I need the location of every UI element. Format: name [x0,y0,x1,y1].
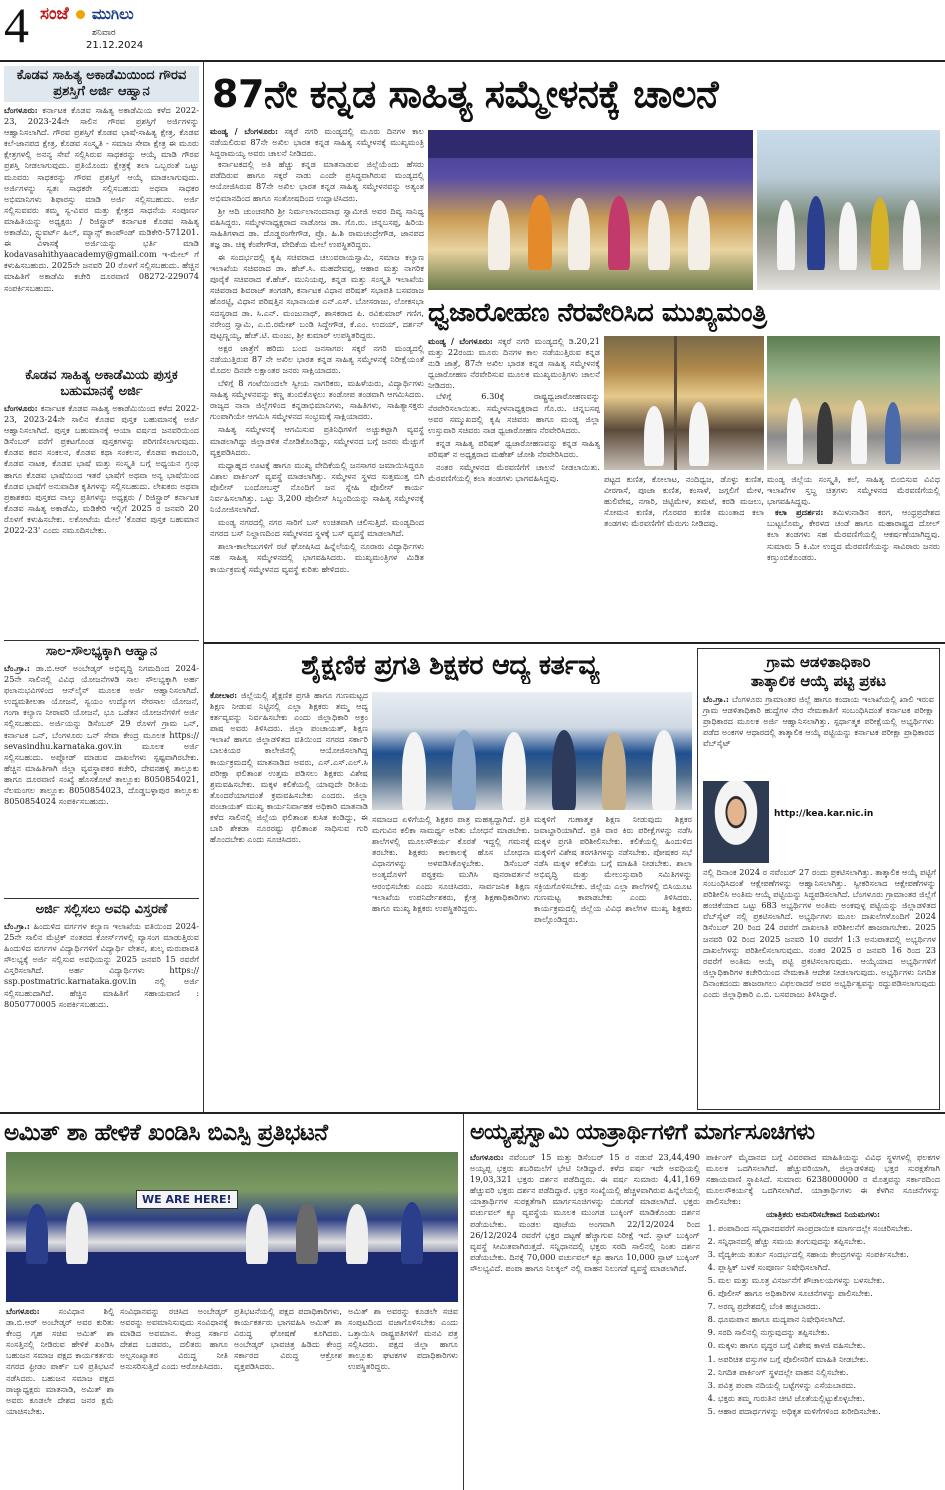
lead-p6: ಬೆಳಿಗ್ಗೆ 8 ಗಂಟೆಯಿಂದಲೇ ಸ್ವೀಯ ನಾಗರಿಕರು, ಮಹಿಳೆಯರು, ವಿದ್ಯಾರ್ಥಿಗಳು ಸಾಹಿತ್ಯ ಸಮ್ಮೇಳನವನ್ನು ಕಣ್ಣ ತುಂಬಿಕೊಳ್ಳಲು ತಂಡೋಪ ತಂಡವಾಗಿ ಆಗಮಿಸಿದರು. ರಾಜ್ಯದ ನಾನಾ ಜಿಲ್ಲೆಗಳಿಂದ ಕನ್ನಡಾಭಿಮಾನಿಗಳು, ಸಾಹಿತಿಗಳು, ಸಾಹಿತ್ಯಾಸಕ್ತರು ಗುಂಪಾಗಿಯೇ ಆಗಮಿಸಿ ಸಮ್ಮೇಳನದ ಸಂಭ್ರಮಕ್ಕೆ ಸಾಕ್ಷಿಯಾದರು. [210,378,424,422]
ayyappa-col2 [706,1152,940,1486]
cm-flag-hoisting-photo [604,336,764,470]
ayyappa-rules-list [706,1223,940,1417]
flag-p3: ಕನ್ನಡ ಸಾಹಿತ್ಯ ಪರಿಷತ್ ಧ್ವಜಾರೋಹಣವನ್ನು ಕನ್ನಡ ಸಾಹಿತ್ಯ ಪರಿಷತ್ ನ ಅಧ್ಯಕ್ಷರಾದ ಮಹೇಶ್ ಜೋಶಿ ನೆರವೇರಿಸಿದರು. [428,437,600,459]
rule-item: 12. ನಿಗದಿತ ಪಾರ್ಕಿಂಗ್ ಸ್ಥಳದಲ್ಲೇ ವಾಹನ ನಿಲ್ಲಿಸಬೇಕು. [718,1367,940,1378]
teachers-col2 [372,814,530,1110]
rule-item: 7. ಅರಣ್ಯ ಪ್ರದೇಶದಲ್ಲಿ ಬೆಂಕಿ ಹಚ್ಚಬಾರದು. [718,1301,940,1312]
kodava-book-headline: ಕೊಡವ ಸಾಹಿತ್ಯ ಅಕಾಡೆಮಿಯ ಪುಸ್ತಕ ಬಹುಮಾನಕ್ಕೆ ಅರ್ಜಿ [25,368,178,399]
lead-p10: ಶಾಲಾ-ಕಾಲೇಜುಗಳಿಗೆ ರಜೆ ಘೋಷಿಸಿದ ಹಿನ್ನೆಲೆಯಲ್ಲಿ ನೂರಾರು ವಿದ್ಯಾರ್ಥಿಗಳು ಸಹ ಸಾಹಿತ್ಯ ಸಮ್ಮೇಳನದಲ್ಲಿ ಭಾಗವಹಿಸಿದರು. ಮುಖ್ಯಮಂತ್ರಿಗಳ ಮಿಡಿತ ಕಾರ್ಯಕ್ರಮಕ್ಕೆ ಸಮ್ಮೇಳನದ ವ್ಯವಸ್ಥೆ ಕುರಿತು ಹೇಳಿದರು. [210,541,424,574]
masthead [0,0,200,58]
rule-item: 2. ಸನ್ನಿಧಾನದಲ್ಲಿ ಹೆಚ್ಚು ಸಮಯ ತಂಗುವುದನ್ನು ತಪ್ಪಿಸಬೇಕು. [718,1236,940,1247]
logo [40,4,190,26]
teachers-col1-text: ಜಿಲ್ಲೆಯಲ್ಲಿ ಶೈಕ್ಷಣಿಕ ಪ್ರಗತಿ ಹಾಗೂ ಗುಣಮಟ್ಟದ ಶಿಕ್ಷಣ ನೀಡುವ ನಿಟ್ಟಿನಲ್ಲಿ ಎಲ್ಲಾ ಶಿಕ್ಷಕರು ತಮ್ಮ ಆದ್ಯ ಕರ್ತವ್ಯವನ್ನು ನಿರ್ವಹಿಸಬೇಕು ಎಂದು ಜಿಲ್ಲಾಧಿಕಾರಿ ಅಕ್ರಂ ಪಾಷ ಅವರು ತಿಳಿಸಿದರು. ಜಿಲ್ಲಾ ಪಂಚಾಯತ್, ಶಿಕ್ಷಣ ಇಲಾಖೆ ಹಾಗೂ ಜಿಲ್ಲಾಡಳಿತದ ವತಿಯಿಂದ ನಗರದ ಸರ್ಕಾರಿ ಬಾಲಕಿಯರ ಕಾಲೇಜಿನಲ್ಲಿ ಆಯೋಜಿಸಲಾಗಿದ್ದ ಕಾರ್ಯಕ್ರಮದಲ್ಲಿ ಮಾತನಾಡಿದ ಅವರು, ಎಸ್.ಎಸ್.ಎಲ್.ಸಿ ಪರೀಕ್ಷಾ ಫಲಿತಾಂಶ ಉತ್ತಮ ಪಡಿಸಲು ಶಿಕ್ಷಕರು ವಿಶೇಷ ಶ್ರಮವಹಿಸಬೇಕು. ಮಕ್ಕಳ ಕಲಿಕೆಯಲ್ಲಿ ಯಾವುದೇ ರೀತಿಯ ತೊಂದರೆಯಾಗದಂತೆ ಕ್ರಮವಹಿಸಬೇಕು ಎಂದರು. ಜಿಲ್ಲಾ ಪಂಚಾಯತ್ ಮುಖ್ಯ ಕಾರ್ಯನಿರ್ವಾಹಕ ಅಧಿಕಾರಿ ಮಾತನಾಡಿ ಕಳೆದ ಸಾಲಿನಲ್ಲಿ ಜಿಲ್ಲೆಯ ಫಲಿತಾಂಶ ಕುಸಿತ ಕಂಡಿದ್ದು, ಈ ಬಾರಿ ಶೇಕಡಾ ನೂರರಷ್ಟು ಫಲಿತಾಂಶ ಸಾಧಿಸುವ ಗುರಿ ಹೊಂದಬೇಕು ಎಂದು ಸೂಚಿಸಿದರು. [210,690,368,845]
village-box [697,648,940,1110]
rule-item: 1. ಪಂಪಾದಿಂದ ಸನ್ನಿಧಾನದವರೆಗೆ ಸಾಂಪ್ರದಾಯಿಕ ಮಾರ್ಗದಲ್ಲೇ ಸಂಚರಿಸಬೇಕು. [718,1223,940,1234]
teachers-col2-text: ಸಮಾಜದ ಏಳಿಗೆಯಲ್ಲಿ ಶಿಕ್ಷಕರ ಪಾತ್ರ ಮಹತ್ವದ್ದಾಗಿದೆ. ಪ್ರತಿ ಮಗುವಿನ ಕಲಿಕಾ ಸಾಮರ್ಥ್ಯ ಅರಿತು ಬೋಧನೆ ಮಾಡಬೇಕು. ಶಾಲೆಗಳಲ್ಲಿ ಮೂಲಸೌಕರ್ಯ ಕೊರತೆ ಇದ್ದಲ್ಲಿ ಗಮನಕ್ಕೆ ತರಬೇಕು. ಶಿಕ್ಷಕರು ಕಾಲಕಾಲಕ್ಕೆ ಹೊಸ ಬೋಧನಾ ವಿಧಾನಗಳನ್ನು ಅಳವಡಿಸಿಕೊಳ್ಳಬೇಕು. ಡಿಸೆಂಬರ್ ಅಂತ್ಯದೊಳಗೆ ಪಠ್ಯಕ್ರಮ ಮುಗಿಸಿ ಪುನರಾವರ್ತನೆ ಆರಂಭಿಸಬೇಕು ಎಂದು ಸೂಚಿಸಿದರು. ಸಾರ್ವಜನಿಕ ಶಿಕ್ಷಣ ಇಲಾಖೆಯ ಉಪನಿರ್ದೇಶಕರು, ಕ್ಷೇತ್ರ ಶಿಕ್ಷಣಾಧಿಕಾರಿಗಳು ಹಾಗೂ ಮುಖ್ಯ ಶಿಕ್ಷಕರು ಉಪಸ್ಥಿತರಿದ್ದರು. [372,814,530,913]
village-dateline: ಬೆಂ.ಗ್ರಾ.: [703,694,729,704]
rule-item: 11. ಅಪರಿಚಿತ ವಸ್ತುಗಳ ಬಗ್ಗೆ ಪೊಲೀಸರಿಗೆ ಮಾಹಿತಿ ನೀಡಬೇಕು. [718,1354,940,1365]
village-text-2: ನಲ್ಲಿ ದಿನಾಂಕ 2024 ರ ನವೆಂಬರ್ 27 ರಂದು ಪ್ರಕಟಿಸಲಾಗಿತ್ತು. ತಾತ್ಕಾಲಿಕ ಆಯ್ಕೆ ಪಟ್ಟಿಗೆ ಸಂಬಂಧಿಸಿದಂತೆ ಆಕ್ಷೇಪಣೆಗಳನ್ನು ಆಹ್ವಾನಿಸಲಾಗಿತ್ತು. ಸ್ವೀಕರಿಸಲಾದ ಆಕ್ಷೇಪಣೆಗಳನ್ನು ಪರಿಶೀಲಿಸಿ ಅಂತಿಮ ಆಯ್ಕೆ ಪಟ್ಟಿಯನ್ನು ಸಿದ್ಧಪಡಿಸಲಾಗಿದೆ. ಬೆಂಗಳೂರು ಗ್ರಾಮಾಂತರ ಜಿಲ್ಲೆಗೆ ಹಂಚಿಕೆಯಾದ ಒಟ್ಟು 683 ಅಭ್ಯರ್ಥಿಗಳ ಅಂತಿಮ ಅಂಕವುಳ್ಳ ಪಟ್ಟಿಯನ್ನು ಜಿಲ್ಲಾಡಳಿತದ ವೆಬ್‌ಸೈಟ್ ನಲ್ಲಿ ಪ್ರಕಟಿಸಲಾಗಿದೆ. ಅಭ್ಯರ್ಥಿಗಳು ಮೂಲ ದಾಖಲೆಗಳೊಂದಿಗೆ 2024 ಡಿಸೆಂಬರ್ 20 ರಿಂದ 24 ರವರೆಗೆ ದಾಖಲಾತಿ ಪರಿಶೀಲನೆಗೆ ಹಾಜರಾಗಬೇಕು. 2025 ಜನವರಿ 02 ರಿಂದ 2025 ಜನವರಿ 10 ರವರೆಗೆ 1:3 ಅನುಪಾತದಲ್ಲಿ ಅಭ್ಯರ್ಥಿಗಳ ದಾಖಲೆಗಳನ್ನು ಪರಿಶೀಲಿಸಲಾಗುವುದು. ನಂತರ 2025 ರ ಜನವರಿ 16 ರಿಂದ 23 ರವರೆಗೆ ಅಂತಿಮ ಆಯ್ಕೆ ಪಟ್ಟಿ ಪ್ರಕಟಿಸಲಾಗುವುದು. ಆಯ್ಕೆಯಾದ ಅಭ್ಯರ್ಥಿಗಳಿಗೆ ಜಿಲ್ಲಾಧಿಕಾರಿಗಳ ಕಚೇರಿಯಿಂದ ನೇಮಕಾತಿ ಆದೇಶ ನೀಡಲಾಗುವುದು. ಅಭ್ಯರ್ಥಿಗಳು ನಿಗದಿತ ದಿನಾಂಕದಂದು ಹಾಜರಾಗಲು ವಿಫಲರಾದರೆ ಅವರ ಅಭ್ಯರ್ಥಿತ್ವವನ್ನು ರದ್ದುಪಡಿಸಲಾಗುವುದು ಎಂದು ಜಿಲ್ಲಾಧಿಕಾರಿ ಎ.ಬಿ. ಬಸವರಾಜು ತಿಳಿಸಿದ್ದಾರೆ. [703,867,936,1000]
rule-item: 15. ಆಹಾರ ಪದಾರ್ಥಗಳನ್ನು ಅಧಿಕೃತ ಮಳಿಗೆಗಳಿಂದ ಖರೀದಿಸಬೇಕು. [718,1406,940,1417]
protest-banner-text: WE ARE HERE! [136,1190,238,1209]
bsp-col1 [6,1306,114,1486]
bsp-col2 [120,1306,228,1486]
loan-headline: ಸಾಲ-ಸೌಲಭ್ಯಕ್ಕಾಗಿ ಆಹ್ವಾನ [4,640,199,660]
lead-p7: ಸಾಹಿತ್ಯ ಸಮ್ಮೇಳನಕ್ಕೆ ಆಗಮಿಸುವ ಪ್ರತಿನಿಧಿಗಳಿಗೆ ಅಚ್ಚುಕಟ್ಟಾಗಿ ವ್ಯವಸ್ಥೆ ಮಾಡಲಾಗಿದ್ದು ಜಿಲ್ಲಾಡಳಿತ ನೋಡಿಕೊಂಡಿದ್ದು, ಸಮ್ಮೇಳನದ ಬಗ್ಗೆ ಜನರು ಮೆಚ್ಚುಗೆ ವ್ಯಕ್ತಪಡಿಸಿದರು. [210,424,424,457]
kodava-award-article [4,66,199,366]
tableau-procession-photo [767,336,940,470]
ayyappa-list-title: ಯಾತ್ರಿಕರು ಅನುಸರಿಸಬೇಕಾದ ನಿಯಮಗಳು: [766,1209,880,1220]
deadline-article [4,898,199,1108]
flag-list [604,474,764,638]
flag-more-text: ತಮಿಳುನಾಡಿನ ಕರಗ, ಆಂಧ್ರಪ್ರದೇಶದ ಬುಟ್ಟಬೊಮ್ಮ, ಕೇರಳದ ಚಂಡೆ ಹಾಗೂ ಮಹಾರಾಷ್ಟ್ರದ ದೋಲ್ ಕಲಾ ತಂಡಗಳು ಸಹ ಮೆರವಣಿಗೆಯಲ್ಲಿ ಆಕರ್ಷಣೆಯಾಗಿದ್ದವು. ಸುಮಾರು 5 ಕಿ.ಮೀ ಉದ್ದದ ಮೆರವಣಿಗೆಯನ್ನು ಸಾವಿರಾರು ಜನರು ಕಣ್ತುಂಬಿಕೊಂಡರು. [767,507,940,562]
bsp-dateline: ಬೆಂಗಳೂರು: [6,1306,40,1316]
ayyappa-dateline: ಬೆಂಗಳೂರು: [470,1152,504,1162]
page-number: 4 [4,0,29,53]
ayyappa-col1-text: ನವೆಂಬರ್ 15 ಮತ್ತು ಡಿಸೆಂಬರ್ 15 ರ ನಡುವೆ 23,44,490 ಅಯ್ಯಪ್ಪ ಭಕ್ತರು ಶಬರಿಮಲೆಗೆ ಭೇಟಿ ನೀಡಿದ್ದಾರೆ. ಕಳೆದ ವರ್ಷ ಇದೇ ಅವಧಿಯಲ್ಲಿ 19,03,321 ಭಕ್ತರು ದರ್ಶನ ಪಡೆದಿದ್ದರು. ಈ ವರ್ಷ ಸುಮಾರು 4,41,169 ಹೆಚ್ಚುವರಿ ಭಕ್ತರು ದರ್ಶನ ಪಡೆದಿದ್ದಾರೆ. ಭಕ್ತರ ಸಂಖ್ಯೆಯಲ್ಲಿ ಹೆಚ್ಚಳವಾಗಿರುವ ಹಿನ್ನೆಲೆಯಲ್ಲಿ ಯಾತ್ರಾರ್ಥಿಗಳ ಸುರಕ್ಷತೆಗಾಗಿ ಮಾರ್ಗಸೂಚಿಗಳನ್ನು ಬಿಡುಗಡೆ ಮಾಡಲಾಗಿದೆ. ಭಕ್ತರು ವರ್ಚುವಲ್ ಕ್ಯೂ ವ್ಯವಸ್ಥೆಯ ಮೂಲಕ ಮುಂಗಡ ಬುಕ್ಕಿಂಗ್ ಮಾಡಿಕೊಂಡು ದರ್ಶನ ಪಡೆಯಬೇಕು. ಮಂಡಲ ಪೂಜೆಯ ಅಂಗವಾಗಿ 22/12/2024 ರಿಂದ 26/12/2024 ರವರೆಗೆ ಭಕ್ತರ ದಟ್ಟಣೆ ಹೆಚ್ಚಾಗುವ ನಿರೀಕ್ಷೆ ಇದೆ. ಸ್ಪಾಟ್ ಬುಕ್ಕಿಂಗ್ ವ್ಯವಸ್ಥೆ ಸೀಮಿತವಾಗಿರುತ್ತದೆ. ಸನ್ನಿಧಾನದಲ್ಲಿ ಭಕ್ತರು ಸರದಿ ಸಾಲಿನಲ್ಲಿ ನಿಂತು ದರ್ಶನ ಪಡೆಯಬೇಕು. ದಿನಕ್ಕೆ 70,000 ವರ್ಚುವಲ್ ಕ್ಯೂ ಹಾಗೂ 10,000 ಸ್ಪಾಟ್ ಬುಕ್ಕಿಂಗ್ ಸೌಲಭ್ಯವಿದೆ. ಪಂಪಾ ಹಾಗೂ ನಿಲಕ್ಕಲ್ ನಲ್ಲಿ ವಾಹನ ನಿಲುಗಡೆ ವ್ಯವಸ್ಥೆ ಮಾಡಲಾಗಿದೆ. [470,1152,700,1273]
flag-body [428,336,600,638]
lead-p2: ಕರ್ನಾಟಕದಲ್ಲಿ ಅತಿ ಹೆಚ್ಚು ಕನ್ನಡ ಮಾತನಾಡುವ ಜಿಲ್ಲೆಯೆಂದು ಹೆಸರು ಪಡೆದಿರುವ ಹಾಗೂ ಸಕ್ಕರೆ ನಾಡು ಎಂದೇ ಪ್ರಸಿದ್ಧವಾಗಿರುವ ಮಂಡ್ಯದಲ್ಲಿ ಆಯೋಜಿಸಿರುವ 87ನೇ ಅಖಿಲ ಭಾರತ ಕನ್ನಡ ಸಾಹಿತ್ಯ ಸಮ್ಮೇಳನವನ್ನು ಅತ್ಯಂತ ಅಭಿಮಾನದಿಂದ ಹಾಗೂ ಸಂತೋಷದಿಂದ ಉದ್ಘಾಟಿಸಿದರು. [210,159,424,203]
rule-item: 4. ಪ್ಲಾಸ್ಟಿಕ್ ಬಳಕೆ ಸಂಪೂರ್ಣ ನಿಷೇಧಿಸಲಾಗಿದೆ. [718,1262,940,1273]
deadline-headline: ಅರ್ಜಿ ಸಲ್ಲಿಸಲು ಅವಧಿ ವಿಸ್ತರಣೆ [4,898,199,918]
lead-p4: ಈ ಸಂದರ್ಭದಲ್ಲಿ ಕೃಷಿ ಸಚಿವರಾದ ಚಲುವರಾಯಸ್ವಾಮಿ, ಸಮಾಜ ಕಲ್ಯಾಣ ಇಲಾಖೆಯ ಸಚಿವರಾದ ಡಾ. ಹೆಚ್.ಸಿ. ಮಹದೇವಪ್ಪ, ಆಹಾರ ಮತ್ತು ನಾಗರಿಕ ಪೂರೈಕೆ ಸಚಿವರಾದ ಕೆ.ಹೆಚ್. ಮುನಿಯಪ್ಪ, ಕನ್ನಡ ಮತ್ತು ಸಂಸ್ಕೃತಿ ಇಲಾಖೆಯ ಸಚಿವರಾದ ಶಿವರಾಜ್ ತಂಗಡಗಿ, ಕರ್ನಾಟಕ ವಿಧಾನ ಪರಿಷತ್ ಸಭಾಪತಿ ಬಸವರಾಜ ಹೊರಟ್ಟಿ, ವಿಧಾನ ಪರಿಷತ್ತಿನ ಸಭಾನಾಯಕ ಎನ್.ಎಸ್. ಬೋಸರಾಜು, ಲೋಕಸಭಾ ಸದಸ್ಯರಾದ ಡಾ. ಸಿ.ಎನ್. ಮಂಜುನಾಥ್, ಶಾಸಕರಾದ ಪಿ. ರವಿಕುಮಾರ್ ಗಣಿಗ, ನರೇಂದ್ರ ಸ್ವಾಮಿ, ಎ.ಬಿ.ರಮೇಶ್ ಬಂಡಿ ಸಿದ್ದೇಗೌಡ, ಕೆ.ಎಂ. ಉದಯ್, ದರ್ಶನ್ ಪುಟ್ಟಣ್ಣಯ್ಯ, ಹೆಚ್.ಟಿ. ಮಂಜು, ಶ್ರೀ ಕುಮಾರ್ ಉಪಸ್ಥಿತರಿದ್ದರು. [210,252,424,340]
bsp-col3 [234,1306,342,1486]
bsp-col3-text: ಪ್ರತಿಭಟನೆಯಲ್ಲಿ ಪಕ್ಷದ ಪದಾಧಿಕಾರಿಗಳು, ಕಾರ್ಯಕರ್ತರು ಭಾಗವಹಿಸಿ ಅಮಿತ್ ಶಾ ವಿರುದ್ಧ ಘೋಷಣೆ ಕೂಗಿದರು. ಅಂಬೇಡ್ಕರ್ ಭಾವಚಿತ್ರ ಹಿಡಿದು ಕೇಂದ್ರ ಸರ್ಕಾರದ ವಿರುದ್ಧ ಆಕ್ರೋಶ ವ್ಯಕ್ತಪಡಿಸಿದರು. [234,1306,342,1372]
rule-item: 6. ಪೊಲೀಸ್ ಹಾಗೂ ಅಧಿಕಾರಿಗಳ ಸೂಚನೆಗಳನ್ನು ಪಾಲಿಸಬೇಕು. [718,1288,940,1299]
rule-item: 14. ಭಕ್ತರು ತಮ್ಮ ಗುರುತಿನ ಚೀಟಿ ಜೊತೆಯಲ್ಲಿಟ್ಟುಕೊಳ್ಳಬೇಕು. [718,1393,940,1404]
issue-date: 21.12.2024 [86,40,144,51]
teachers-meeting-photo [372,692,692,810]
village-headline-1: ಗ್ರಾಮ ಆಡಳಿತಾಧಿಕಾರಿ [766,653,871,671]
rule-item: 8. ಧೂಮಪಾನ ಹಾಗೂ ಮದ್ಯಪಾನ ನಿಷೇಧಿಸಲಾಗಿದೆ. [718,1314,940,1325]
kodava-award-dateline: ಬೆಂಗಳೂರು: [4,105,38,115]
bsp-col1-text: ಸಂವಿಧಾನ ಶಿಲ್ಪಿ ಡಾ.ಬಿ.ಆರ್ ಅಂಬೇಡ್ಕರ್ ಅವರ ಕುರಿತು ಕೇಂದ್ರ ಗೃಹ ಸಚಿವ ಅಮಿತ್ ಶಾ ಸಂಸತ್ತಿನಲ್ಲಿ ನೀಡಿರುವ ಹೇಳಿಕೆ ಖಂಡಿಸಿ ಬಹುಜನ ಸಮಾಜ ಪಕ್ಷದ ಕಾರ್ಯಕರ್ತರು ನಗರದ ಫ್ರೀಡಂ ಪಾರ್ಕ್ ಬಳಿ ಪ್ರತಿಭಟನೆ ನಡೆಸಿದರು. ಬಹುಜನ ಸಮಾಜ ಪಕ್ಷದ ರಾಜ್ಯಾಧ್ಯಕ್ಷರು ಮಾತನಾಡಿ, ಅಮಿತ್ ಶಾ ಅವರು ಕೂಡಲೇ ದೇಶದ ಜನರ ಕ್ಷಮೆ ಯಾಚಿಸಬೇಕು. [6,1306,114,1416]
ayyappa-col1 [470,1152,700,1486]
lead-p9: ಮಂಡ್ಯ ನಗರದಲ್ಲಿ ನಗರ ಸಾರಿಗೆ ಬಸ್ ಉಚಿತವಾಗಿ ಚಲಿಸುತ್ತಿದೆ. ಮಂಡ್ಯದಿಂದ ನಗರದ ಬಸ್ ನಿಲ್ದಾಣದಿಂದ ಸಮ್ಮೇಳನದ ಸ್ಥಳಕ್ಕೆ ಬಸ್ ವ್ಯವಸ್ಥೆ ಮಾಡಲಾಗಿದೆ. [210,517,424,539]
village-text-1: ಬೆಂಗಳೂರು ಗ್ರಾಮಾಂತರ ಜಿಲ್ಲೆ ಹಾಗೂ ಕಂದಾಯ ಇಲಾಖೆಯಲ್ಲಿ ಖಾಲಿ ಇರುವ ಗ್ರಾಮ ಆಡಳಿತಾಧಿಕಾರಿ ಹುದ್ದೆಗಳ ನೇರ ನೇಮಕಾತಿಗೆ ಸಂಬಂಧಿಸಿದಂತೆ ಕರ್ನಾಟಕ ಪರೀಕ್ಷಾ ಪ್ರಾಧಿಕಾರದ ಮೂಲಕ ಅರ್ಜಿ ಆಹ್ವಾನಿಸಲಾಗಿತ್ತು. ಸ್ಪರ್ಧಾತ್ಮಕ ಪರೀಕ್ಷೆಯಲ್ಲಿ ಅಭ್ಯರ್ಥಿಗಳು ಪಡೆದ ಅಂಕಗಳ ಆಧಾರದಲ್ಲಿ ತಾತ್ಕಾಲಿಕ ಆಯ್ಕೆ ಪಟ್ಟಿಯನ್ನು ಕರ್ನಾಟಕ ಪರೀಕ್ಷಾ ಪ್ರಾಧಿಕಾರದ ವೆಬ್‌ಸೈಟ್ [703,694,935,749]
lead-p8: ಮಧ್ಯಾಹ್ನದ ಊಟಕ್ಕೆ ಹಾಗೂ ಮುಖ್ಯ ವೇದಿಕೆಯಲ್ಲಿ ಜನಸಾಗರ ಜಮಾಯಿಸಿದ್ದರೂ ವಿಶಾಲ ಪಾರ್ಕಿಂಗ್ ವ್ಯವಸ್ಥೆ ಮಾಡಲಾಗಿತ್ತು. ಸಮ್ಮೇಳನ ಸ್ಥಳದ ಸುತ್ತಮುತ್ತ ಬಿಗಿ ಪೊಲೀಸ್ ಬಂದೋಬಸ್ತ್ ನೊಂದಿಗೆ ಜನ ಸ್ನೇಹಿ ಪೊಲೀಸ್ ಕಾರ್ಯ ನಿರ್ವಹಿಸಲಾಗಿತ್ತು. ಒಟ್ಟು 3,200 ಪೊಲೀಸ್ ಸಿಬ್ಬಂದಿಯನ್ನು ಸಾಹಿತ್ಯ ಸಮ್ಮೇಳನಕ್ಕೆ ನಿಯೋಜಿಸಲಾಗಿದೆ. [210,459,424,515]
kodava-award-body: ಕರ್ನಾಟಕ ಕೊಡವ ಸಾಹಿತ್ಯ ಅಕಾಡೆಮಿಯ ಕಳೆದ 2022-23, 2023-24ನೇ ಸಾಲಿನ ಗೌರವ ಪ್ರಶಸ್ತಿಗೆ ಅರ್ಜಿಗಳನ್ನು ಆಹ್ವಾನಿಸಲಾಗಿದೆ. ಗೌರವ ಪ್ರಶಸ್ತಿಗೆ ಕೊಡವ ಭಾಷೆ-ಸಾಹಿತ್ಯ ಕ್ಷೇತ್ರ, ಕೊಡವ ಕಲೆ-ಜಾನಪದ ಕ್ಷೇತ್ರ, ಕೊಡವ ಸಂಸ್ಕೃತಿ - ಸಮಾಜ ಸೇವಾ ಕ್ಷೇತ್ರ ಈ ಮೂರು ಕ್ಷೇತ್ರಗಳಲ್ಲಿ ಅನನ್ಯ ಸೇವೆ ಸಲ್ಲಿಸಿರುವ ಸಾಧಕರನ್ನು ಆಯ್ಕೆ ಮಾಡಿ ಗೌರವ ಪ್ರಶಸ್ತಿ ನೀಡಲಾಗುವುದು. ಪ್ರತಿಯೊಂದು ಕ್ಷೇತ್ರಕ್ಕೆ ತಲಾ ಒಬ್ಬರಂತೆ ಒಟ್ಟು ಮೂವರು ಸಾಧಕರನ್ನು ಗೌರವ ಪ್ರಶಸ್ತಿಗೆ ಆಯ್ಕೆ ಮಾಡಲಾಗುವುದು. ಅರ್ಜಿಗಳನ್ನು ಸ್ವತಃ ಸಾಧಕರೇ ಸಲ್ಲಿಸಬಹುದು ಅಥವಾ ಸಾಧಕರ ಅಭಿಮಾನಿಗಳು ಶಿಫಾರಸ್ಸು ಮಾಡಿ ಅರ್ಜಿ ಸಲ್ಲಿಸಬಹುದು. ಅರ್ಜಿ ಸಲ್ಲಿಸುವವರು ತಮ್ಮ ಸ್ವ-ವಿವರ ಮತ್ತು ಕ್ಷೇತ್ರದ ಸಾಧನೆಯ ಸಂಪೂರ್ಣ ಮಾಹಿತಿಯನ್ನು ಅಧ್ಯಕ್ಷರು / ರಿಜಿಸ್ಟ್ರಾರ್ ಕರ್ನಾಟಕ ಕೊಡವ ಸಾಹಿತ್ಯ ಅಕಾಡೆಮಿ, ಸ್ಟ್ಯುವರ್ಟ್ ಹಿಲ್, ಮ್ಯಾನ್ಸ್ ಕಾಂಪೌಂಡ್ ಮಡಿಕೇರಿ-571201. ಈ ವಿಳಾಸಕ್ಕೆ ಅರ್ಜಿಯನ್ನು ಭರ್ತಿ ಮಾಡಿ kodavasahithyaacademy@gmail.com ಇ-ಮೇಲ್ ಗೆ ಕಳುಹಿಸಬಹುದು. 2025ನೇ ಜನವರಿ 20 ರೊಳಗೆ ಸಲ್ಲಿಸಬಹುದು. ಹೆಚ್ಚಿನ ಮಾಹಿತಿಗೆ ಅಕಾಡೆಮಿ ಕಚೇರಿ ದೂರವಾಣಿ 08272-229074 ಸಂಪರ್ಕಿಸಬಹುದು. [4,105,199,293]
flag-procession-text: ಮಂಡ್ಯ ಜಿಲ್ಲೆಯ ಸಂಸ್ಕೃತಿ, ಕಲೆ, ಸಾಹಿತ್ಯ ಬಿಂಬಿಸುವ ವಿವಿಧ ಇಲಾಖೆಗಳ ಸ್ತಬ್ಧ ಚಿತ್ರಗಳು ಸಮ್ಮೇಳನದ ಮೆರವಣಿಗೆಯಲ್ಲಿ ಭಾಗವಹಿಸಿದ್ದವು. [767,474,940,507]
ayyappa-headline: ಅಯ್ಯಪ್ಪಸ್ವಾಮಿ ಯಾತ್ರಾರ್ಥಿಗಳಿಗೆ ಮಾರ್ಗಸೂಚಿಗಳು [470,1120,815,1145]
teachers-col3-text: ಮಕ್ಕಳಿಗೆ ಗುಣಾತ್ಮಕ ಶಿಕ್ಷಣ ನೀಡುವುದು ಶಿಕ್ಷಕರ ಜವಾಬ್ದಾರಿಯಾಗಿದೆ. ಪ್ರತಿ ವಾರ ಕಿರು ಪರೀಕ್ಷೆಗಳನ್ನು ನಡೆಸಿ ಮಕ್ಕಳ ಪ್ರಗತಿ ಪರಿಶೀಲಿಸಬೇಕು. ಕಲಿಕೆಯಲ್ಲಿ ಹಿಂದುಳಿದ ಮಕ್ಕಳಿಗೆ ವಿಶೇಷ ತರಗತಿಗಳನ್ನು ನಡೆಸಬೇಕು. ಪೋಷಕರ ಸಭೆ ನಡೆಸಿ ಮಕ್ಕಳ ಕಲಿಕೆಯ ಬಗ್ಗೆ ಮಾಹಿತಿ ನೀಡಬೇಕು. ಶಾಲಾ ಅಭಿವೃದ್ಧಿ ಮತ್ತು ಮೇಲುಸ್ತುವಾರಿ ಸಮಿತಿಗಳನ್ನು ಸಕ್ರಿಯಗೊಳಿಸಬೇಕು. ಜಿಲ್ಲೆಯ ಎಲ್ಲಾ ಶಾಲೆಗಳಲ್ಲಿ ಬಿಸಿಯೂಟ ಗುಣಮಟ್ಟ ಕಾಪಾಡಬೇಕು ಎಂದು ತಿಳಿಸಿದರು. ಕಾರ್ಯಕ್ರಮದಲ್ಲಿ ಜಿಲ್ಲೆಯ ವಿವಿಧ ಶಾಲೆಗಳ ಮುಖ್ಯ ಶಿಕ್ಷಕರು ಪಾಲ್ಗೊಂಡಿದ್ದರು. [534,814,692,924]
kodava-book-body: ಕರ್ನಾಟಕ ಕೊಡವ ಸಾಹಿತ್ಯ ಅಕಾಡೆಮಿಯಿಂದ ಕಳೆದ 2022-23, 2023-24ನೇ ಸಾಲಿನ ಕೊಡವ ಪುಸ್ತಕ ಬಹುಮಾನಕ್ಕೆ ಅರ್ಜಿ ಆಹ್ವಾನಿಸಲಾಗಿದೆ. ಪುಸ್ತಕ ಬಹುಮಾನಕ್ಕೆ ಆಯಾ ವರ್ಷದ ಜನವರಿಯಿಂದ ಡಿಸೆಂಬರ್ ವರೆಗೆ ಪ್ರಕಟಗೊಂಡ ಪುಸ್ತಕಗಳನ್ನು ಪರಿಗಣಿಸಲಾಗುವುದು. ಕೊಡವ ಕವನ ಸಂಕಲನ, ಕೊಡವ ಕಥಾ ಸಂಕಲನ, ಕೊಡವ ಕಾದಂಬರಿ, ಕೊಡವ ನಾಟಕ, ಕೊಡವ ಭಾಷೆ ಮತ್ತು ಸಂಸ್ಕೃತಿ ಬಗ್ಗೆ ಅಧ್ಯಯನ ಗ್ರಂಥ ಹಾಗೂ ಕೊಡವ ಭಾಷೆಯಿಂದ ಇತರೆ ಭಾಷೆಗೆ ಅಥವಾ ಅನ್ಯ ಭಾಷೆಯಿಂದ ಕೊಡವ ಭಾಷೆಗೆ ಅನುವಾದಿತ ಕೃತಿಗಳನ್ನು ಸಲ್ಲಿಸಬಹುದು. ಲೇಖಕರು ಅಥವಾ ಪ್ರಕಾಶಕರು ಪುಸ್ತಕದ ನಾಲ್ಕು ಪ್ರತಿಗಳನ್ನು ಅಧ್ಯಕ್ಷರು / ರಿಜಿಸ್ಟ್ರಾರ್ ಕರ್ನಾಟಕ ಕೊಡವ ಸಾಹಿತ್ಯ ಅಕಾಡೆಮಿ, ಮಡಿಕೇರಿ ಇಲ್ಲಿಗೆ 2025 ರ ಜನವರಿ 20 ರೊಳಗೆ ಕಳುಹಿಸಬೇಕು. ಲಕೋಟೆಯ ಮೇಲೆ 'ಕೊಡವ ಪುಸ್ತಕ ಬಹುಮಾನ 2022-23' ಎಂದು ನಮೂದಿಸಬೇಕು. [4,403,199,536]
sun-icon [76,10,85,19]
village-headline-2: ತಾತ್ಕಾಲಿಕ ಆಯ್ಕೆ ಪಟ್ಟಿ ಪ್ರಕಟ [750,672,887,690]
rule-item: 9. ಸರದಿ ಸಾಲಿನಲ್ಲಿ ನುಗ್ಗುವುದನ್ನು ತಪ್ಪಿಸಬೇಕು. [718,1327,940,1338]
rule-item: 5. ಮಲ ಮತ್ತು ಮೂತ್ರ ವಿಸರ್ಜನೆಗೆ ಶೌಚಾಲಯಗಳನ್ನು ಬಳಸಬೇಕು. [718,1275,940,1286]
loan-article [4,640,199,895]
flag-more-sub: ಕಲಾ ಪ್ರದರ್ಶನ: [775,507,824,518]
lead-p1: ಸಕ್ಕರೆ ನಗರಿ ಮಂಡ್ಯದಲ್ಲಿ ಮೂರು ದಿನಗಳ ಕಾಲ ನಡೆಯಲಿರುವ 87ನೇ ಅಖಿಲ ಭಾರತ ಕನ್ನಡ ಸಾಹಿತ್ಯ ಸಮ್ಮೇಳನಕ್ಕೆ ಮುಖ್ಯಮಂತ್ರಿ ಸಿದ್ದರಾಮಯ್ಯ ಅವರು ಚಾಲನೆ ನೀಡಿದರು. [210,126,424,159]
logo-mugilu: ಮುಗಿಲು [91,5,134,23]
loan-body: ಡಾ.ಬಿ.ಆರ್ ಅಂಬೇಡ್ಕರ್ ಅಭಿವೃದ್ಧಿ ನಿಗಮದಿಂದ 2024-25ನೇ ಸಾಲಿನಲ್ಲಿ ವಿವಿಧ ಯೋಜನೆಗಳಡಿ ಸಾಲ ಸೌಲಭ್ಯಕ್ಕಾಗಿ ಅರ್ಹ ಫಲಾನುಭವಿಗಳಿಂದ ಆನ್‌ಲೈನ್ ಮೂಲಕ ಅರ್ಜಿ ಆಹ್ವಾನಿಸಲಾಗಿದೆ. ಉದ್ಯಮಶೀಲತಾ ಯೋಜನೆ, ಸ್ವಯಂ ಉದ್ಯೋಗ ನೇರಸಾಲ ಯೋಜನೆ, ಗಂಗಾ ಕಲ್ಯಾಣ ನೀರಾವರಿ ಯೋಜನೆ, ಭೂ ಒಡೆತನ ಯೋಜನೆಗಳಿಗೆ ಅರ್ಜಿ ಸಲ್ಲಿಸಬಹುದು. ಅರ್ಜಿಯನ್ನು ಡಿಸೆಂಬರ್ 29 ರೊಳಗೆ ಗ್ರಾಮ ಒನ್, ಕರ್ನಾಟಕ ಒನ್, ಬೆಂಗಳೂರು ಒನ್ ಸೇವಾ ಕೇಂದ್ರ ಮೂಲಕ https:// sevasindhu.karnataka.gov.in ಮೂಲಕ ಅರ್ಜಿ ಸಲ್ಲಿಸಬಹುದು. ಅಪ್ಲೋಡ್ ಮಾಡುವ ದಾಖಲೆಗಳು ಸ್ಪಷ್ಟವಾಗಿರಬೇಕು. ಹೆಚ್ಚಿನ ಮಾಹಿತಿಗಾಗಿ ಜಿಲ್ಲಾ ವ್ಯವಸ್ಥಾಪಕರ ಕಚೇರಿ, ದೇವನಹಳ್ಳಿ ತಾಲ್ಲೂಕು ಹಾಗೂ ದೂರವಾಣಿ ಸಂಖ್ಯೆ ಹೊಸಕೋಟೆ ತಾಲ್ಲೂಕು 8050854021, ನೆಲಮಂಗಲ ತಾಲ್ಲೂಕು 8050854023, ದೊಡ್ಡಬಳ್ಳಾಪುರ ತಾಲ್ಲೂಕು 8050854024 ಸಂಪರ್ಕಿಸಬಹುದು. [4,663,199,807]
bsp-col4 [348,1306,458,1486]
issue-day: ಶನಿವಾರ [92,28,116,38]
ayyappa-intro: ಪಾರ್ಕಿಂಗ್ ಮೈದಾನದ ಬಗ್ಗೆ ವಿವರವಾದ ಮಾಹಿತಿಯನ್ನು ವಿವಿಧ ಸ್ಥಳಗಳಲ್ಲಿ ಫಲಕಗಳ ಮೂಲಕ ಒದಗಿಸಲಾಗಿದೆ. ಹೆಚ್ಚುವರಿಯಾಗಿ, ಜಿಲ್ಲಾಡಳಿತವು ಭಕ್ತರ ಸುರಕ್ಷತೆಗಾಗಿ ಸಹಾಯವಾಣಿ ಸ್ಥಾಪಿಸಿದೆ. ಸುಮಾರು 6238000000 ರ ಮೊತ್ತವನ್ನು ಸರ್ಕಾರದಿಂದ ಮೂಲಸೌಕರ್ಯಕ್ಕೆ ಒದಗಿಸಲಾಗಿದೆ. ಯಾತ್ರಾರ್ಥಿಗಳು ಈ ಕೆಳಗಿನ ಸೂಚನೆಗಳನ್ನು ಪಾಲಿಸಬೇಕು: [706,1152,940,1207]
flag-dateline: ಮಂಡ್ಯ / ಬೆಂಗಳೂರು: [428,336,493,346]
flag-p1: ಸಕ್ಕರೆ ನಗರಿ ಮಂಡ್ಯದಲ್ಲಿ ಡಿ.20,21 ಮತ್ತು 22ರಂದು ಮೂರು ದಿನಗಳ ಕಾಲ ನಡೆಯುತ್ತಿರುವ ಕನ್ನಡ ನುಡಿ ಜಾತ್ರೆ, 87ನೇ ಅಖಿಲ ಭಾರತ ಕನ್ನಡ ಸಾಹಿತ್ಯ ಸಮ್ಮೇಳನಕ್ಕೆ ಧ್ವಜಾರೋಹಣ ನೆರವೇರಿಸುವ ಮೂಲಕ ಮುಖ್ಯಮಂತ್ರಿಗಳು ಚಾಲನೆ ನೀಡಿದರು. [428,336,600,391]
deadline-body: ಹಿಂದುಳಿದ ವರ್ಗಗಳ ಕಲ್ಯಾಣ ಇಲಾಖೆಯ ವತಿಯಿಂದ 2024-25ನೇ ಸಾಲಿನ ಮೆಟ್ರಿಕ್ ನಂತರದ ಕೋರ್ಸ್‌ಗಳಲ್ಲಿ ವ್ಯಾಸಂಗ ಮಾಡುತ್ತಿರುವ ಹಿಂದುಳಿದ ವರ್ಗಗಳ ವಿದ್ಯಾರ್ಥಿಗಳಿಗೆ ವಿದ್ಯಾರ್ಥಿ ವೇತನ, ಶುಲ್ಕ ಮರುಪಾವತಿ ಸೌಲಭ್ಯಕ್ಕೆ ಅರ್ಜಿ ಸಲ್ಲಿಸುವ ಅವಧಿಯನ್ನು 2025 ಜನವರಿ 15 ರವರೆಗೆ ವಿಸ್ತರಿಸಲಾಗಿದೆ. ಅರ್ಹ ವಿದ್ಯಾರ್ಥಿಗಳು https:// ssp.postmatric.karnataka.gov.in ನಲ್ಲಿ ಅರ್ಜಿ ಸಲ್ಲಿಸಬಹುದಾಗಿದೆ. ಹೆಚ್ಚಿನ ಮಾಹಿತಿಗೆ ಸಹಾಯವಾಣಿ : 8050770005 ಸಂಪರ್ಕಿಸಬಹುದು. [4,921,199,1009]
bsp-headline: ಅಮಿತ್ ಶಾ ಹೇಳಿಕೆ ಖಂಡಿಸಿ ಬಿಎಸ್ಪಿ ಪ್ರತಿಭಟನೆ [4,1120,328,1146]
lead-dateline: ಮಂಡ್ಯ / ಬೆಂಗಳೂರು: [210,126,278,136]
teachers-col3 [534,814,692,1110]
deadline-dateline: ಬೆಂ.ಗ್ರಾ.: [4,921,30,931]
flag-more [767,474,940,638]
teachers-dateline: ಕೋಲಾರ: [210,690,238,700]
rule-item: 10. ಮಕ್ಕಳು ಹಾಗೂ ವೃದ್ಧರ ಬಗ್ಗೆ ವಿಶೇಷ ಕಾಳಜಿ ವಹಿಸಬೇಕು. [718,1340,940,1351]
kea-url: http://kea.kar.nic.in [774,809,874,819]
flag-headline: ಧ್ವಜಾರೋಹಣ ನೆರವೇರಿಸಿದ ಮುಖ್ಯಮಂತ್ರಿ [428,298,767,328]
flag-list-text: ಪಟ್ಟದ ಕುಣಿತ, ಕೋಲಾಟ, ನಂದಿಧ್ವಜ, ಡೊಳ್ಳು ಕುಣಿತ, ವೀರಗಾಸೆ, ಪೂಜಾ ಕುಣಿತ, ಕಂಸಾಳೆ, ಜಗ್ಗಲಿಗೆ ಮೇಳ, ಹುಲಿವೇಷ, ನಗಾರಿ, ಚಿಟ್ಟಿಮೇಳ, ತಮಟೆ, ಕರಡಿ ಮಜಲು, ಸೋಮನ ಕುಣಿತ, ಗೊರವರ ಕುಣಿತ ಮುಂತಾದ ಕಲಾ ತಂಡಗಳು ಮೆರವಣಿಗೆಗೆ ಮೆರುಗು ನೀಡಿದವು. [604,474,764,529]
lead-p5: ಅಕ್ಷರ ಜಾತ್ರೆಗೆ ಹರಿದು ಬಂದ ಜನಸಾಗರ: ಸಕ್ಕರೆ ನಗರಿ ಮಂಡ್ಯದಲ್ಲಿ ನಡೆಯುತ್ತಿರುವ 87 ನೇ ಅಖಿಲ ಭಾರತ ಕನ್ನಡ ಸಾಹಿತ್ಯ ಸಮ್ಮೇಳನಕ್ಕೆ ನಿರೀಕ್ಷೆಯಂತೆ ಮೊದಲ ದಿನವೇ ಲಕ್ಷಾಂತರ ಜನರು ಸಾಕ್ಷಿಯಾದರು. [210,342,424,375]
bsp-protest-photo [6,1152,458,1302]
bsp-col2-text: ಸಂವಿಧಾನವನ್ನು ರಚಿಸಿದ ಅಂಬೇಡ್ಕರ್ ಅವರನ್ನು ಅವಮಾನಿಸುವುದು ಸಂವಿಧಾನಕ್ಕೆ ಮಾಡಿದ ಅವಮಾನ. ಕೇಂದ್ರ ಸರ್ಕಾರ ದೇಶದ ಬಡವರು, ದಲಿತರು ಹಾಗೂ ಅಲ್ಪಸಂಖ್ಯಾತರ ವಿರುದ್ಧ ನೀತಿ ಅನುಸರಿಸುತ್ತಿದೆ ಎಂದು ಆರೋಪಿಸಿದರು. [120,1306,228,1372]
lead-p3: ಶ್ರೀ ಆದಿ ಚುಂಚನಗಿರಿ ಶ್ರೀ ನಿರ್ಮಲಾನಂದನಾಥ ಸ್ವಾಮೀಜಿ ಅವರ ದಿವ್ಯ ಸಾನಿಧ್ಯ ವಹಿಸಿದ್ದರು. ಸಮ್ಮೇಳನಾಧ್ಯಕ್ಷರಾದ ನಾಡೋಜ ಡಾ. ಗೊ.ರು. ಚನ್ನಬಸಪ್ಪ, ಹಿರಿಯ ಸಾಹಿತಿಗಳಾದ ಡಾ. ದೊಡ್ಡರಂಗೇಗೌಡ, ಪ್ರೊ. ಹಿ.ಶಿ ರಾಮಚಂದ್ರೇಗೌಡ, ಜಾನಪದ ತಜ್ಞ ಡಾ. ಚಿಕ್ಕ ಕೆಂಪೇಗೌಡ, ವೇದಿಕೆಯ ಮೇಲೆ ಉಪಸ್ಥಿತರಿದ್ದರು. [210,205,424,249]
lead-headline: 87ನೇ ಕನ್ನಡ ಸಾಹಿತ್ಯ ಸಮ್ಮೇಳನಕ್ಕೆ ಚಾಲನೆ [212,72,719,116]
kodava-book-dateline: ಬೆಂಗಳೂರು: [4,403,38,413]
kodava-book-article [4,368,199,638]
bsp-col4-text: ಅಮಿತ್ ಶಾ ಅವರನ್ನು ಕೂಡಲೇ ಸಚಿವ ಸಂಪುಟದಿಂದ ವಜಾಗೊಳಿಸಬೇಕು ಎಂದು ಒತ್ತಾಯಿಸಿ ರಾಷ್ಟ್ರಪತಿಗಳಿಗೆ ಮನವಿ ಪತ್ರ ಸಲ್ಲಿಸಿದರು. ಪಕ್ಷದ ಜಿಲ್ಲಾ ಹಾಗೂ ತಾಲ್ಲೂಕು ಘಟಕಗಳ ಪದಾಧಿಕಾರಿಗಳು ಉಪಸ್ಥಿತರಿದ್ದರು. [348,1306,458,1372]
inauguration-stage-photo [428,130,753,290]
official-portrait-photo [703,781,769,863]
logo-sanje: ಸಂಜೆ [40,4,69,24]
kodava-award-headline: ಕೊಡವ ಸಾಹಿತ್ಯ ಅಕಾಡೆಮಿಯಿಂದ ಗೌರವ ಪ್ರಶಸ್ತಿಗೆ ಅರ್ಜಿ ಆಹ್ವಾನ [4,66,199,102]
rule-item: 13. ಪವಿತ್ರ ಪಂಪಾ ನದಿಯಲ್ಲಿ ಬಟ್ಟೆಗಳನ್ನು ಎಸೆಯಬಾರದು. [718,1380,940,1391]
rule-item: 3. ವೈದ್ಯಕೀಯ ತುರ್ತು ಸಂದರ್ಭದಲ್ಲಿ ಸಹಾಯ ಕೇಂದ್ರಗಳನ್ನು ಸಂಪರ್ಕಿಸಬೇಕು. [718,1249,940,1260]
teachers-col1 [210,690,368,1110]
teachers-headline: ಶೈಕ್ಷಣಿಕ ಪ್ರಗತಿ ಶಿಕ್ಷಕರ ಆದ್ಯ ಕರ್ತವ್ಯ [301,650,599,681]
flag-p2: ಬೆಳಿಗ್ಗೆ 6.30ಕ್ಕೆ ರಾಷ್ಟ್ರಧ್ವಜಾರೋಹಣವನ್ನು ನೆರವೇರಿಸಲಾಯಿತು. ಸಮ್ಮೇಳನಾಧ್ಯಕ್ಷರಾದ ಗೊ.ರು. ಚನ್ನಬಸಪ್ಪ ಅವರ ಸಮ್ಮುಖದಲ್ಲಿ ಕೃಷಿ ಸಚಿವರು ಹಾಗೂ ಮಂಡ್ಯ ಜಿಲ್ಲಾ ಉಸ್ತುವಾರಿ ಸಚಿವರು ನಾಡ ಧ್ವಜಾರೋಹಣ ನೆರವೇರಿಸಿದರು. [428,391,600,435]
flag-p4: ನಂತರ ಸಮ್ಮೇಳನದ ಮೆರವಣಿಗೆಗೆ ಚಾಲನೆ ನೀಡಲಾಯಿತು. ಮೆರವಣಿಗೆಯಲ್ಲಿ ಕಲಾ ತಂಡಗಳು ಭಾಗವಹಿಸಿದ್ದವು. [428,462,600,484]
loan-dateline: ಬೆಂ.ಗ್ರಾ.: [4,663,30,673]
lead-body [210,126,424,638]
procession-photo [757,130,940,290]
